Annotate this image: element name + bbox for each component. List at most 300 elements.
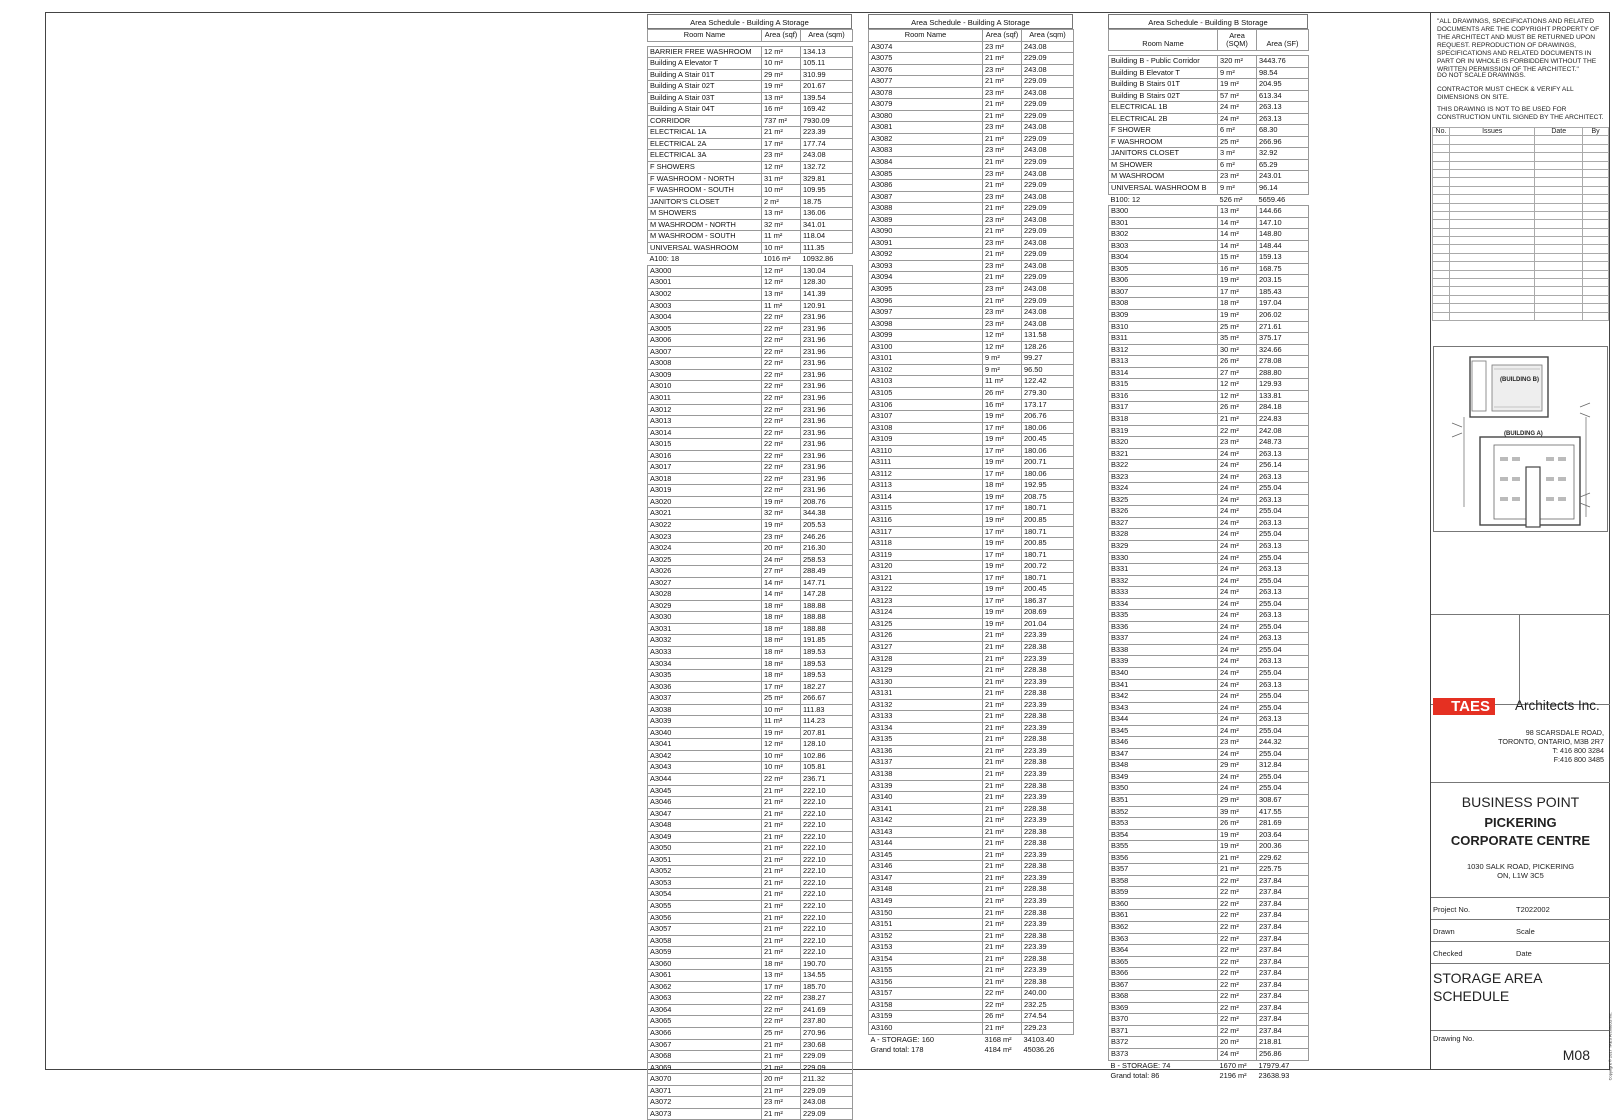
room-name-cell: B347	[1109, 748, 1218, 760]
room-name-cell: A3097	[869, 307, 983, 319]
table-row	[1109, 240, 1309, 252]
area-cell: 223.39	[1022, 815, 1074, 827]
area-cell: 263.13	[1257, 656, 1309, 668]
area-cell: 19 m²	[983, 607, 1022, 619]
area-cell: 237.84	[1257, 922, 1309, 934]
room-name-cell: A3030	[648, 612, 762, 624]
room-name-cell: B308	[1109, 298, 1218, 310]
room-name-cell: A3017	[648, 462, 762, 474]
room-name-cell: B332	[1109, 575, 1218, 587]
room-name-cell: A3035	[648, 670, 762, 682]
area-cell: 21 m²	[983, 711, 1022, 723]
table-row	[1109, 460, 1309, 472]
area-cell: 237.84	[1257, 898, 1309, 910]
area-cell: 2 m²	[762, 196, 801, 208]
area-cell: 35 m²	[1218, 333, 1257, 345]
area-cell: 229.09	[1022, 157, 1074, 169]
schedule-title: Area Schedule - Building A Storage	[647, 14, 852, 29]
area-cell: 3168 m²	[984, 1034, 1012, 1044]
area-cell: 1670 m²	[1219, 1060, 1247, 1070]
room-name-cell: A3137	[869, 757, 983, 769]
table-row	[648, 623, 853, 635]
table-row	[648, 162, 853, 174]
room-name-cell: A3124	[869, 607, 983, 619]
area-cell: 206.76	[1022, 411, 1074, 423]
table-row	[1109, 795, 1309, 807]
room-name-cell: A3089	[869, 214, 983, 226]
room-name-cell: F WASHROOM	[1109, 136, 1218, 148]
area-cell: 229.09	[1022, 249, 1074, 261]
issue-cell	[1583, 186, 1609, 194]
area-cell: 205.53	[801, 519, 853, 531]
table-row	[648, 404, 853, 416]
area-cell: 17 m²	[983, 468, 1022, 480]
area-cell: 228.38	[1022, 757, 1074, 769]
area-cell: 229.09	[1022, 295, 1074, 307]
room-name-cell: B368	[1109, 991, 1218, 1003]
table-row	[869, 884, 1074, 896]
area-cell: 232.25	[1022, 999, 1074, 1011]
area-cell: 22 m²	[1218, 968, 1257, 980]
area-cell: 229.09	[1022, 53, 1074, 65]
area-cell: 24 m²	[762, 554, 801, 566]
room-name-cell: A3045	[648, 785, 762, 797]
issue-cell	[1449, 287, 1534, 295]
issue-row	[1433, 186, 1609, 194]
area-cell: 24 m²	[1218, 644, 1257, 656]
table-row	[1109, 621, 1309, 633]
area-cell: 21 m²	[762, 854, 801, 866]
area-cell: 22 m²	[762, 1016, 801, 1028]
area-cell: 24 m²	[1218, 691, 1257, 703]
area-cell: 34103.40	[1023, 1034, 1055, 1044]
area-cell: 526 m²	[1219, 194, 1243, 204]
table-row	[869, 503, 1074, 515]
area-cell: 263.13	[1257, 517, 1309, 529]
area-cell: 229.09	[1022, 272, 1074, 284]
table-row	[1109, 298, 1309, 310]
area-cell: 19 m²	[983, 514, 1022, 526]
room-name-cell: A3103	[869, 376, 983, 388]
area-cell: 241.69	[801, 1004, 853, 1016]
area-cell: 134.55	[801, 970, 853, 982]
room-name-cell: JANITORS CLOSET	[1109, 148, 1218, 160]
table-row	[869, 988, 1074, 1000]
area-cell: 258.53	[801, 554, 853, 566]
area-cell: 229.09	[1022, 180, 1074, 192]
area-cell: 21 m²	[983, 653, 1022, 665]
area-cell: 21 m²	[1218, 413, 1257, 425]
room-name-cell: B331	[1109, 564, 1218, 576]
area-cell: 23 m²	[983, 191, 1022, 203]
room-name-cell: A3061	[648, 970, 762, 982]
issue-cell	[1535, 178, 1583, 186]
room-name-cell: A3069	[648, 1062, 762, 1074]
area-cell: 18 m²	[762, 600, 801, 612]
room-name-cell: A3123	[869, 595, 983, 607]
table-row	[869, 872, 1074, 884]
table-row	[869, 99, 1074, 111]
issue-cell	[1535, 228, 1583, 236]
room-name-cell: A3138	[869, 769, 983, 781]
area-cell: 255.04	[1257, 702, 1309, 714]
area-cell: 118.04	[801, 231, 853, 243]
room-name-cell: A3031	[648, 623, 762, 635]
area-cell: 19 m²	[1218, 275, 1257, 287]
area-cell: 237.84	[1257, 1025, 1309, 1037]
issue-cell	[1449, 195, 1534, 203]
room-name-cell: A3153	[869, 942, 983, 954]
area-cell: 180.71	[1022, 572, 1074, 584]
issue-cell	[1535, 295, 1583, 303]
room-name-cell: B360	[1109, 898, 1218, 910]
area-cell: 240.00	[1022, 988, 1074, 1000]
area-cell: 737 m²	[762, 115, 801, 127]
room-name-cell: B322	[1109, 460, 1218, 472]
table-row	[1109, 125, 1309, 137]
area-cell: 21 m²	[983, 838, 1022, 850]
issue-cell	[1449, 237, 1534, 245]
table-row	[648, 912, 853, 924]
room-name-cell: A3053	[648, 877, 762, 889]
area-cell: 25 m²	[1218, 136, 1257, 148]
table-row	[648, 1016, 853, 1028]
area-cell: 22 m²	[762, 462, 801, 474]
address-line: 98 SCARSDALE ROAD,	[1525, 728, 1604, 737]
table-row	[648, 150, 853, 162]
area-cell: 21 m²	[983, 157, 1022, 169]
area-cell: 27 m²	[762, 566, 801, 578]
room-name-cell: B317	[1109, 402, 1218, 414]
area-cell: 284.18	[1257, 402, 1309, 414]
issue-row	[1433, 161, 1609, 169]
area-cell: 208.75	[1022, 491, 1074, 503]
table-row	[1109, 933, 1309, 945]
table-row	[1109, 344, 1309, 356]
room-name-cell: A3158	[869, 999, 983, 1011]
table-row	[648, 866, 853, 878]
table-row	[648, 843, 853, 855]
area-cell: 19 m²	[1218, 829, 1257, 841]
area-cell: 190.70	[801, 958, 853, 970]
area-cell: 180.71	[1022, 503, 1074, 515]
room-name-cell: A3143	[869, 826, 983, 838]
area-cell: 24 m²	[1218, 610, 1257, 622]
room-name-cell: M WASHROOM - NORTH	[648, 219, 762, 231]
area-cell: 10 m²	[762, 750, 801, 762]
date-label: Date	[1516, 949, 1532, 958]
issues-table	[1432, 127, 1609, 321]
issue-row	[1433, 304, 1609, 312]
area-cell: 229.09	[1022, 203, 1074, 215]
divider	[1431, 614, 1610, 615]
room-name-cell: M SHOWER	[1109, 159, 1218, 171]
area-cell: 24 m²	[1218, 113, 1257, 125]
area-cell: 263.13	[1257, 679, 1309, 691]
table-row	[1109, 1037, 1309, 1049]
room-name-cell: A3037	[648, 693, 762, 705]
area-cell: 10 m²	[762, 242, 801, 254]
table-row	[869, 157, 1074, 169]
room-name-cell: B310	[1109, 321, 1218, 333]
room-name-cell: Building A Elevator T	[648, 58, 762, 70]
table-row	[869, 653, 1074, 665]
table-row	[869, 399, 1074, 411]
room-name-cell: A3116	[869, 514, 983, 526]
table-row	[869, 272, 1074, 284]
table-row	[648, 762, 853, 774]
room-name-cell: Building A Stair 01T	[648, 69, 762, 81]
room-name-cell: B306	[1109, 275, 1218, 287]
issue-cell	[1433, 178, 1450, 186]
room-name-cell: B320	[1109, 437, 1218, 449]
table-row	[648, 231, 853, 243]
room-name-cell: A - STORAGE: 160	[870, 1034, 935, 1044]
room-name-cell: A3036	[648, 681, 762, 693]
area-cell: 263.13	[1257, 610, 1309, 622]
table-row	[1109, 656, 1309, 668]
area-cell: 18 m²	[762, 646, 801, 658]
room-name-cell: A3055	[648, 901, 762, 913]
issue-cell	[1535, 169, 1583, 177]
area-cell: 13 m²	[762, 970, 801, 982]
table-row	[1109, 494, 1309, 506]
area-cell: 21 m²	[983, 76, 1022, 88]
table-row	[648, 496, 853, 508]
room-name-cell: A3072	[648, 1097, 762, 1109]
area-cell: 228.38	[1022, 803, 1074, 815]
room-name-cell: ELECTRICAL 3A	[648, 150, 762, 162]
area-cell: 105.81	[801, 762, 853, 774]
area-cell: 255.04	[1257, 644, 1309, 656]
room-name-cell: A3092	[869, 249, 983, 261]
area-cell: 23 m²	[983, 307, 1022, 319]
divider	[1431, 919, 1610, 920]
area-cell: 228.38	[1022, 641, 1074, 653]
area-cell: 21 m²	[762, 1051, 801, 1063]
area-cell: 222.10	[801, 820, 853, 832]
area-cell: 114.23	[801, 716, 853, 728]
area-cell: 19 m²	[983, 538, 1022, 550]
room-name-cell: A3148	[869, 884, 983, 896]
room-name-cell: A3024	[648, 543, 762, 555]
table-row	[648, 543, 853, 555]
room-name-cell: A3065	[648, 1016, 762, 1028]
table-row	[1109, 148, 1309, 160]
room-name-cell: A3142	[869, 815, 983, 827]
area-cell: 231.96	[801, 473, 853, 485]
room-name-cell: B335	[1109, 610, 1218, 622]
area-cell: 231.96	[801, 358, 853, 370]
room-name-cell: A100: 18	[649, 254, 680, 264]
issue-row	[1433, 270, 1609, 278]
area-cell: 613.34	[1257, 90, 1309, 102]
area-cell: 223.39	[1022, 942, 1074, 954]
area-cell: 21 m²	[983, 665, 1022, 677]
area-cell: 263.13	[1257, 633, 1309, 645]
area-cell: 200.71	[1022, 457, 1074, 469]
issue-cell	[1449, 178, 1534, 186]
table-row	[869, 411, 1074, 423]
issue-cell	[1449, 161, 1534, 169]
area-cell: 21 m²	[983, 688, 1022, 700]
area-cell: 21 m²	[762, 1108, 801, 1120]
area-cell: 17 m²	[762, 138, 801, 150]
table-row	[648, 1039, 853, 1051]
room-name-cell: B359	[1109, 887, 1218, 899]
table-row	[869, 445, 1074, 457]
room-name-cell: A3004	[648, 312, 762, 324]
area-cell: 222.10	[801, 843, 853, 855]
room-name-cell: A3115	[869, 503, 983, 515]
table-row	[869, 630, 1074, 642]
area-cell: 243.08	[1022, 64, 1074, 76]
issue-cell	[1535, 270, 1583, 278]
table-row	[648, 646, 853, 658]
table-row	[869, 180, 1074, 192]
room-name-cell: Building A Stair 02T	[648, 81, 762, 93]
area-cell: 255.04	[1257, 691, 1309, 703]
table-row	[648, 450, 853, 462]
area-cell: 203.15	[1257, 275, 1309, 287]
issue-cell	[1433, 144, 1450, 152]
table-row	[648, 981, 853, 993]
table-row	[1109, 852, 1309, 864]
table-row	[1109, 136, 1309, 148]
room-name-cell: A3118	[869, 538, 983, 550]
room-name-cell: A3041	[648, 739, 762, 751]
room-name-cell: M WASHROOM	[1109, 171, 1218, 183]
issue-cell	[1535, 136, 1583, 144]
area-cell: 243.08	[1022, 145, 1074, 157]
room-name-cell: A3094	[869, 272, 983, 284]
issue-cell	[1535, 245, 1583, 253]
divider	[1431, 963, 1610, 964]
room-name-cell: B321	[1109, 448, 1218, 460]
area-cell: 21 m²	[762, 785, 801, 797]
room-name-cell: ELECTRICAL 1B	[1109, 102, 1218, 114]
area-cell: 255.04	[1257, 621, 1309, 633]
area-cell: 19 m²	[983, 434, 1022, 446]
area-cell: 21 m²	[762, 877, 801, 889]
area-cell: 180.06	[1022, 422, 1074, 434]
firm-address	[1498, 728, 1604, 764]
room-name-cell: A3078	[869, 87, 983, 99]
area-cell: 20 m²	[762, 543, 801, 555]
area-cell: 223.39	[1022, 872, 1074, 884]
area-cell: 204.95	[1257, 79, 1309, 91]
area-cell: 21 m²	[983, 826, 1022, 838]
room-name-cell: B369	[1109, 1002, 1218, 1014]
table-row	[869, 734, 1074, 746]
area-cell: 18 m²	[762, 670, 801, 682]
area-cell: 21 m²	[762, 889, 801, 901]
table-row	[1109, 714, 1309, 726]
total-row	[1109, 1071, 1309, 1082]
room-name-cell: B344	[1109, 714, 1218, 726]
room-name-cell: A3133	[869, 711, 983, 723]
area-cell: 11 m²	[762, 716, 801, 728]
area-cell: 19 m²	[983, 561, 1022, 573]
total-row	[869, 1034, 1074, 1045]
room-name-cell: B345	[1109, 725, 1218, 737]
room-name-cell: B361	[1109, 910, 1218, 922]
area-cell: 223.39	[1022, 792, 1074, 804]
room-name-cell: A3111	[869, 457, 983, 469]
table-row	[869, 249, 1074, 261]
area-cell: 20 m²	[1218, 1037, 1257, 1049]
issue-cell	[1535, 153, 1583, 161]
table-row	[869, 618, 1074, 630]
room-name-cell: A3079	[869, 99, 983, 111]
issue-cell	[1535, 203, 1583, 211]
area-cell: 21 m²	[983, 919, 1022, 931]
area-cell: 21 m²	[762, 947, 801, 959]
issue-row	[1433, 228, 1609, 236]
table-row	[648, 658, 853, 670]
area-cell: 21 m²	[983, 641, 1022, 653]
table-row	[869, 284, 1074, 296]
col-area-sqf: Area (sqf)	[762, 30, 801, 42]
table-row	[648, 519, 853, 531]
key-plan-label-building-a: (BUILDING A)	[1504, 431, 1543, 437]
issue-cell	[1433, 270, 1450, 278]
area-cell: 144.66	[1257, 206, 1309, 218]
area-cell: 9 m²	[983, 353, 1022, 365]
room-name-cell: A3033	[648, 646, 762, 658]
area-cell: 228.38	[1022, 838, 1074, 850]
area-cell: 225.75	[1257, 864, 1309, 876]
area-cell: 24 m²	[1218, 529, 1257, 541]
area-cell: 20 m²	[762, 1074, 801, 1086]
area-cell: 147.10	[1257, 217, 1309, 229]
area-cell: 96.50	[1022, 364, 1074, 376]
table-row	[869, 122, 1074, 134]
issue-row	[1433, 153, 1609, 161]
table-row	[648, 462, 853, 474]
area-cell: 18.75	[801, 196, 853, 208]
area-cell: 24 m²	[1218, 102, 1257, 114]
room-name-cell: A3066	[648, 1028, 762, 1040]
table-row	[869, 76, 1074, 88]
table-row	[869, 364, 1074, 376]
area-cell: 274.54	[1022, 1011, 1074, 1023]
schedule-header-row	[869, 30, 1074, 42]
area-cell: 185.43	[1257, 286, 1309, 298]
issue-row	[1433, 195, 1609, 203]
area-cell: 22 m²	[762, 312, 801, 324]
issue-cell	[1583, 245, 1609, 253]
issue-cell	[1535, 253, 1583, 261]
schedule-body	[869, 41, 1074, 1056]
table-row	[869, 561, 1074, 573]
table-row	[869, 942, 1074, 954]
room-name-cell: A3029	[648, 600, 762, 612]
issue-cell	[1583, 295, 1609, 303]
table-row	[1109, 875, 1309, 887]
divider	[1431, 782, 1610, 783]
area-cell: 228.38	[1022, 930, 1074, 942]
room-name-cell: A3126	[869, 630, 983, 642]
table-row	[1109, 702, 1309, 714]
area-cell: 120.91	[801, 300, 853, 312]
issue-row	[1433, 220, 1609, 228]
room-name-cell: A3040	[648, 727, 762, 739]
issue-cell	[1449, 253, 1534, 261]
area-cell: 12 m²	[762, 265, 801, 277]
drawing-no-label: Drawing No.	[1433, 1034, 1475, 1043]
area-cell: 2196 m²	[1219, 1071, 1247, 1081]
